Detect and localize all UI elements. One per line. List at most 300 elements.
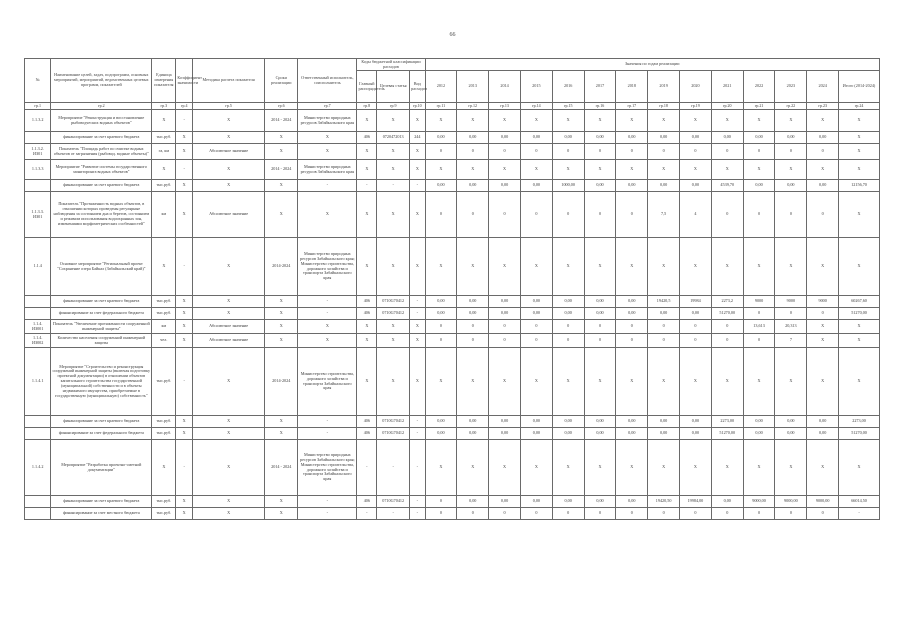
row-bk-main: X bbox=[357, 192, 377, 238]
row-year-value: 0 bbox=[425, 144, 457, 160]
row-method: X bbox=[192, 416, 264, 428]
row-bk-target: - bbox=[377, 440, 410, 496]
header-bk-main: Главный распорядитель bbox=[357, 71, 377, 103]
header-year: 2019 bbox=[648, 71, 680, 103]
funding-row bbox=[25, 308, 880, 320]
row-year-value: 0,00 bbox=[680, 180, 712, 192]
row-year-value: 0 bbox=[457, 334, 489, 348]
row-year-value: X bbox=[775, 110, 807, 132]
row-year-value: 9000 bbox=[807, 296, 839, 308]
row-year-value: X bbox=[520, 348, 552, 416]
row-method: X bbox=[192, 308, 264, 320]
row-bk-type: X bbox=[410, 144, 425, 160]
row-year-value: 0 bbox=[520, 334, 552, 348]
header-bk-type: Вид расходов bbox=[410, 71, 425, 103]
header-year: 2024 bbox=[807, 71, 839, 103]
row-year-value: X bbox=[457, 440, 489, 496]
column-number: гр.22 bbox=[775, 103, 807, 110]
row-year-value: 9000,00 bbox=[807, 496, 839, 508]
row-year-value: 0 bbox=[807, 192, 839, 238]
column-number: гр.17 bbox=[616, 103, 648, 110]
row-method: X bbox=[192, 440, 264, 496]
row-coef: X bbox=[176, 144, 192, 160]
row-name: Мероприятие "Развитие системы государственного мониторинга водных объектов" bbox=[51, 160, 152, 180]
row-year-value: 0,00 bbox=[743, 132, 775, 144]
row-method: X bbox=[192, 296, 264, 308]
row-number: 1.1.4 bbox=[25, 238, 51, 296]
table-row bbox=[25, 238, 880, 296]
row-year-value: X bbox=[552, 160, 584, 180]
row-year-value: X bbox=[775, 348, 807, 416]
row-year-value: 0,00 bbox=[489, 496, 521, 508]
row-year-value: 0 bbox=[807, 144, 839, 160]
row-year-value: 0 bbox=[616, 320, 648, 334]
row-total: X bbox=[839, 238, 880, 296]
row-method: X bbox=[192, 496, 264, 508]
row-total: - bbox=[839, 508, 880, 520]
row-name: финансирование за счет краевого бюджета bbox=[51, 132, 152, 144]
header-total: Итого (2014-2024) bbox=[839, 71, 880, 103]
row-year-value: 20,313 bbox=[775, 320, 807, 334]
row-bk-main: 406 bbox=[357, 428, 377, 440]
row-bk-target: 0710G70412 bbox=[377, 416, 410, 428]
row-year-value: 0,00 bbox=[743, 428, 775, 440]
row-year-value: 0 bbox=[584, 334, 616, 348]
row-year-value: 0 bbox=[552, 192, 584, 238]
row-year-value: 0 bbox=[584, 320, 616, 334]
row-year-value: 0,00 bbox=[584, 496, 616, 508]
row-executor: X bbox=[298, 192, 357, 238]
column-number: гр.18 bbox=[648, 103, 680, 110]
row-year-value: 0 bbox=[584, 144, 616, 160]
row-bk-main: - bbox=[357, 508, 377, 520]
row-period: X bbox=[265, 192, 298, 238]
row-name: финансирование за счет краевого бюджета bbox=[51, 180, 152, 192]
row-year-value: 0 bbox=[489, 320, 521, 334]
row-bk-type: - bbox=[410, 296, 425, 308]
row-method: X bbox=[192, 132, 264, 144]
row-coef: X bbox=[176, 428, 192, 440]
row-coef: - bbox=[176, 348, 192, 416]
column-number: гр.3 bbox=[152, 103, 176, 110]
row-name: Показатель "Протяженность водных объектов, в отношении которых проведены регулярные наблюдения за состоянием дна и берегов, состоянием и режимом использования водоохранных зон, изменениями морфометрических особенностей" bbox=[51, 192, 152, 238]
row-year-value: 0,00 bbox=[457, 308, 489, 320]
row-bk-main: X bbox=[357, 320, 377, 334]
row-year-value: 0,00 bbox=[552, 308, 584, 320]
row-coef: X bbox=[176, 132, 192, 144]
row-year-value: 0 bbox=[680, 508, 712, 520]
row-year-value: 0 bbox=[775, 508, 807, 520]
row-year-value: 0,00 bbox=[489, 308, 521, 320]
row-year-value: 9000,00 bbox=[743, 496, 775, 508]
row-year-value: 0 bbox=[584, 508, 616, 520]
row-bk-main: - bbox=[357, 440, 377, 496]
row-year-value: 0 bbox=[743, 308, 775, 320]
column-number: гр.19 bbox=[680, 103, 712, 110]
row-total: X bbox=[839, 348, 880, 416]
header-year: 2015 bbox=[520, 71, 552, 103]
row-year-value: X bbox=[616, 348, 648, 416]
row-bk-target: X bbox=[377, 334, 410, 348]
row-executor: Министерство природных ресурсов Забайкальского края; Министерство строительства, дорожного хозяйства и транспорта Забайкальского края bbox=[298, 238, 357, 296]
row-year-value: X bbox=[552, 440, 584, 496]
funding-row bbox=[25, 508, 880, 520]
row-year-value: 0 bbox=[552, 508, 584, 520]
row-year-value: 9000 bbox=[743, 296, 775, 308]
row-executor: - bbox=[298, 180, 357, 192]
column-number: гр.20 bbox=[711, 103, 743, 110]
row-bk-type: X bbox=[410, 238, 425, 296]
row-unit: X bbox=[152, 110, 176, 132]
header-year: 2014 bbox=[489, 71, 521, 103]
row-year-value: 0,00 bbox=[616, 132, 648, 144]
row-total: 60267,60 bbox=[839, 296, 880, 308]
column-number: гр.23 bbox=[807, 103, 839, 110]
row-year-value: 0 bbox=[711, 334, 743, 348]
row-year-value: 0 bbox=[743, 508, 775, 520]
row-bk-target: - bbox=[377, 508, 410, 520]
row-period: 2014-2024 bbox=[265, 348, 298, 416]
row-year-value: 0 bbox=[711, 144, 743, 160]
row-bk-main: 406 bbox=[357, 416, 377, 428]
row-year-value: 0 bbox=[457, 144, 489, 160]
row-year-value: 0,00 bbox=[616, 296, 648, 308]
header-coef: Коэффициент значимости bbox=[176, 59, 192, 103]
table-row bbox=[25, 320, 880, 334]
row-year-value: 0 bbox=[775, 144, 807, 160]
column-number: гр.9 bbox=[377, 103, 410, 110]
row-year-value: 0 bbox=[680, 334, 712, 348]
row-name: Мероприятие "Строительство и реконструкция сооружений инженерной защиты (включая подготовку проектной документации) в отношении объектов капитального строительства государственной (муниципальной) собственности и в объекты недвижимого имущества, приобретаемые в государственную (муниципальную) собственность" bbox=[51, 348, 152, 416]
row-number bbox=[25, 508, 51, 520]
row-year-value: 0,00 bbox=[489, 296, 521, 308]
table-row bbox=[25, 334, 880, 348]
row-year-value: X bbox=[775, 160, 807, 180]
row-method: X bbox=[192, 238, 264, 296]
row-year-value: 0,00 bbox=[520, 496, 552, 508]
row-year-value: X bbox=[711, 348, 743, 416]
header-year: 2020 bbox=[680, 71, 712, 103]
row-year-value: 0 bbox=[520, 144, 552, 160]
row-bk-target: 0710G70412 bbox=[377, 428, 410, 440]
row-number: 1.1.4. ИЗ001 bbox=[25, 320, 51, 334]
row-number bbox=[25, 428, 51, 440]
row-year-value: 0 bbox=[807, 308, 839, 320]
row-year-value: 0,00 bbox=[425, 308, 457, 320]
row-total: 66014,50 bbox=[839, 496, 880, 508]
row-year-value: 0,00 bbox=[489, 132, 521, 144]
row-year-value: 13,613 bbox=[743, 320, 775, 334]
row-year-value: X bbox=[743, 160, 775, 180]
row-executor: - bbox=[298, 308, 357, 320]
row-year-value: X bbox=[807, 238, 839, 296]
row-year-value: 0,00 bbox=[584, 132, 616, 144]
row-bk-main: X bbox=[357, 110, 377, 132]
row-year-value: X bbox=[616, 440, 648, 496]
row-year-value: 0 bbox=[775, 308, 807, 320]
row-year-value: 0,00 bbox=[552, 132, 584, 144]
header-period: Сроки реализации bbox=[265, 59, 298, 103]
row-year-value: 0,00 bbox=[711, 132, 743, 144]
row-year-value: 0 bbox=[711, 508, 743, 520]
row-method: Абсолютное значение bbox=[192, 144, 264, 160]
row-bk-type: - bbox=[410, 440, 425, 496]
row-year-value: X bbox=[520, 440, 552, 496]
header-executor: Ответственный исполнитель, соисполнитель bbox=[298, 59, 357, 103]
funding-row bbox=[25, 416, 880, 428]
row-year-value: 0,00 bbox=[552, 296, 584, 308]
row-year-value: 0,00 bbox=[457, 132, 489, 144]
funding-row bbox=[25, 496, 880, 508]
row-year-value: 0 bbox=[743, 334, 775, 348]
row-name: Мероприятие "Реконструкция и восстановление рыбоводческих водных объектов" bbox=[51, 110, 152, 132]
row-period: 2014-2024 bbox=[265, 238, 298, 296]
row-year-value: X bbox=[807, 160, 839, 180]
row-year-value: 0 bbox=[457, 192, 489, 238]
column-number: гр.8 bbox=[357, 103, 377, 110]
row-year-value: 0 bbox=[520, 192, 552, 238]
row-total: 51270,00 bbox=[839, 428, 880, 440]
row-unit: тыс.руб. bbox=[152, 428, 176, 440]
row-bk-type: X bbox=[410, 320, 425, 334]
row-bk-target: X bbox=[377, 192, 410, 238]
row-period: X bbox=[265, 334, 298, 348]
row-unit: X bbox=[152, 238, 176, 296]
column-number: гр.24 bbox=[839, 103, 880, 110]
row-year-value: 0,00 bbox=[457, 296, 489, 308]
row-year-value: 0,00 bbox=[648, 428, 680, 440]
row-number bbox=[25, 308, 51, 320]
row-year-value: 1000,00 bbox=[552, 180, 584, 192]
row-bk-target: X bbox=[377, 160, 410, 180]
row-method: Абсолютное значение bbox=[192, 334, 264, 348]
row-coef: - bbox=[176, 238, 192, 296]
row-year-value: 0,00 bbox=[457, 416, 489, 428]
row-year-value: 0,00 bbox=[584, 416, 616, 428]
row-name: Показатель "Площадь работ по очистке водных объектов от загрязнения (рыбовод. водные объекты)" bbox=[51, 144, 152, 160]
row-year-value: 0,00 bbox=[775, 180, 807, 192]
row-method: Абсолютное значение bbox=[192, 192, 264, 238]
row-year-value: 0 bbox=[680, 144, 712, 160]
row-year-value: X bbox=[489, 238, 521, 296]
column-number: гр.15 bbox=[552, 103, 584, 110]
row-bk-target: 0720472013 bbox=[377, 132, 410, 144]
row-year-value: X bbox=[584, 110, 616, 132]
row-year-value: X bbox=[552, 348, 584, 416]
header-unit: Единица измерения показателя bbox=[152, 59, 176, 103]
row-executor: X bbox=[298, 320, 357, 334]
row-bk-target: - bbox=[377, 180, 410, 192]
row-period: X bbox=[265, 508, 298, 520]
row-period: X bbox=[265, 180, 298, 192]
row-year-value: 0,00 bbox=[775, 416, 807, 428]
row-name: Показатель "Увеличение протяженности сооруженной инженерной защиты" bbox=[51, 320, 152, 334]
row-unit: тыс.руб. bbox=[152, 416, 176, 428]
table-row bbox=[25, 160, 880, 180]
row-year-value: 0,00 bbox=[425, 416, 457, 428]
row-bk-type: 244 bbox=[410, 132, 425, 144]
row-year-value: X bbox=[520, 110, 552, 132]
row-number: 1.1.4.1 bbox=[25, 348, 51, 416]
row-year-value: X bbox=[680, 238, 712, 296]
row-year-value: 0 bbox=[425, 320, 457, 334]
column-number: гр.4 bbox=[176, 103, 192, 110]
row-year-value: 0,00 bbox=[616, 308, 648, 320]
row-year-value: 51270,00 bbox=[711, 428, 743, 440]
row-year-value: 2273,00 bbox=[711, 416, 743, 428]
row-total: 51270,00 bbox=[839, 308, 880, 320]
row-bk-type: X bbox=[410, 160, 425, 180]
row-coef: - bbox=[176, 160, 192, 180]
row-unit: тыс.руб. bbox=[152, 496, 176, 508]
row-year-value: 7 bbox=[775, 334, 807, 348]
row-name: финансирование за счет краевого бюджета bbox=[51, 496, 152, 508]
row-bk-target: 0710G70412 bbox=[377, 496, 410, 508]
row-coef: - bbox=[176, 110, 192, 132]
row-year-value: 0,00 bbox=[457, 428, 489, 440]
row-year-value: 0,00 bbox=[520, 416, 552, 428]
row-year-value: 0 bbox=[457, 320, 489, 334]
row-year-value: X bbox=[648, 440, 680, 496]
row-executor: Министерство строительства, дорожного хозяйства и транспорта Забайкальского края bbox=[298, 348, 357, 416]
column-number: гр.2 bbox=[51, 103, 152, 110]
row-year-value: 0 bbox=[552, 320, 584, 334]
row-year-value: 0 bbox=[425, 496, 457, 508]
row-period: X bbox=[265, 296, 298, 308]
table-row bbox=[25, 192, 880, 238]
row-bk-main: X bbox=[357, 160, 377, 180]
header-year: 2023 bbox=[775, 71, 807, 103]
row-executor: - bbox=[298, 496, 357, 508]
row-year-value: 0 bbox=[489, 508, 521, 520]
row-executor: - bbox=[298, 416, 357, 428]
row-bk-main: X bbox=[357, 238, 377, 296]
row-year-value: 0,00 bbox=[425, 428, 457, 440]
row-year-value: 0 bbox=[648, 334, 680, 348]
row-period: 2014 - 2024 bbox=[265, 440, 298, 496]
row-bk-type: - bbox=[410, 416, 425, 428]
row-executor: Министерство природных ресурсов Забайкальского края bbox=[298, 110, 357, 132]
column-number: гр.1 bbox=[25, 103, 51, 110]
row-year-value: 0 bbox=[584, 192, 616, 238]
row-year-value: 0,00 bbox=[807, 180, 839, 192]
column-number: гр.7 bbox=[298, 103, 357, 110]
row-bk-type: - bbox=[410, 508, 425, 520]
row-method: X bbox=[192, 160, 264, 180]
row-number bbox=[25, 416, 51, 428]
row-bk-main: - bbox=[357, 180, 377, 192]
row-executor: - bbox=[298, 508, 357, 520]
column-number: гр.12 bbox=[457, 103, 489, 110]
row-bk-target: 0710G70412 bbox=[377, 296, 410, 308]
row-year-value: 0,00 bbox=[648, 416, 680, 428]
row-year-value: 19420,5 bbox=[648, 296, 680, 308]
table-row bbox=[25, 144, 880, 160]
row-year-value: 0,00 bbox=[584, 296, 616, 308]
row-year-value: X bbox=[616, 160, 648, 180]
row-year-value: X bbox=[775, 440, 807, 496]
row-year-value: 0,00 bbox=[680, 428, 712, 440]
page-number: 66 bbox=[449, 32, 456, 38]
row-unit: тыс.руб. bbox=[152, 180, 176, 192]
row-total: X bbox=[839, 110, 880, 132]
column-number: гр.14 bbox=[520, 103, 552, 110]
row-name: финансирование за счет федерального бюджета bbox=[51, 308, 152, 320]
row-year-value: 0 bbox=[648, 320, 680, 334]
row-year-value: 0,00 bbox=[648, 308, 680, 320]
row-year-value: 0,00 bbox=[711, 496, 743, 508]
row-year-value: X bbox=[807, 334, 839, 348]
row-unit: тыс.руб. bbox=[152, 508, 176, 520]
row-year-value: 0,00 bbox=[616, 428, 648, 440]
row-year-value: 0 bbox=[425, 334, 457, 348]
row-year-value: X bbox=[807, 320, 839, 334]
header-year: 2018 bbox=[616, 71, 648, 103]
header-values-group: Значения по годам реализации bbox=[425, 59, 879, 71]
row-year-value: X bbox=[425, 160, 457, 180]
row-year-value: 0,00 bbox=[552, 416, 584, 428]
row-period: X bbox=[265, 428, 298, 440]
row-bk-target: 0710G70412 bbox=[377, 308, 410, 320]
column-number: гр.16 bbox=[584, 103, 616, 110]
row-bk-type: X bbox=[410, 334, 425, 348]
row-number: 1.1.3.2 bbox=[25, 110, 51, 132]
row-year-value: 0 bbox=[711, 320, 743, 334]
row-year-value: 0,00 bbox=[457, 496, 489, 508]
row-year-value: X bbox=[680, 440, 712, 496]
row-year-value: 0,00 bbox=[520, 428, 552, 440]
row-bk-type: X bbox=[410, 348, 425, 416]
row-year-value: 0,00 bbox=[425, 132, 457, 144]
row-method: X bbox=[192, 110, 264, 132]
row-name: финансирование за счет краевого бюджета bbox=[51, 416, 152, 428]
row-year-value: 2273,2 bbox=[711, 296, 743, 308]
row-year-value: 0 bbox=[552, 144, 584, 160]
row-number: 1.1.3.3. ИЗ01 bbox=[25, 192, 51, 238]
row-year-value: X bbox=[425, 110, 457, 132]
row-bk-type: - bbox=[410, 428, 425, 440]
row-bk-main: X bbox=[357, 144, 377, 160]
row-year-value: 0 bbox=[807, 508, 839, 520]
row-year-value: 0,00 bbox=[489, 416, 521, 428]
row-year-value: 0 bbox=[775, 192, 807, 238]
row-bk-type: X bbox=[410, 110, 425, 132]
row-bk-type: - bbox=[410, 308, 425, 320]
row-year-value: X bbox=[648, 110, 680, 132]
row-year-value: X bbox=[680, 160, 712, 180]
row-year-value: X bbox=[743, 110, 775, 132]
row-year-value: 4539,70 bbox=[711, 180, 743, 192]
row-number bbox=[25, 132, 51, 144]
row-year-value: X bbox=[711, 238, 743, 296]
header-year: 2017 bbox=[584, 71, 616, 103]
row-year-value: 0 bbox=[425, 508, 457, 520]
row-year-value: 0,00 bbox=[520, 296, 552, 308]
funding-row bbox=[25, 180, 880, 192]
row-year-value: 0 bbox=[616, 334, 648, 348]
row-year-value: 0,00 bbox=[743, 180, 775, 192]
column-number: гр.6 bbox=[265, 103, 298, 110]
row-year-value: 0,00 bbox=[584, 428, 616, 440]
funding-row bbox=[25, 132, 880, 144]
header-num: № bbox=[25, 59, 51, 103]
row-year-value: X bbox=[807, 348, 839, 416]
row-unit: км bbox=[152, 192, 176, 238]
row-year-value: 0,00 bbox=[680, 308, 712, 320]
row-number bbox=[25, 296, 51, 308]
table-row bbox=[25, 110, 880, 132]
row-year-value: 51270,00 bbox=[711, 308, 743, 320]
